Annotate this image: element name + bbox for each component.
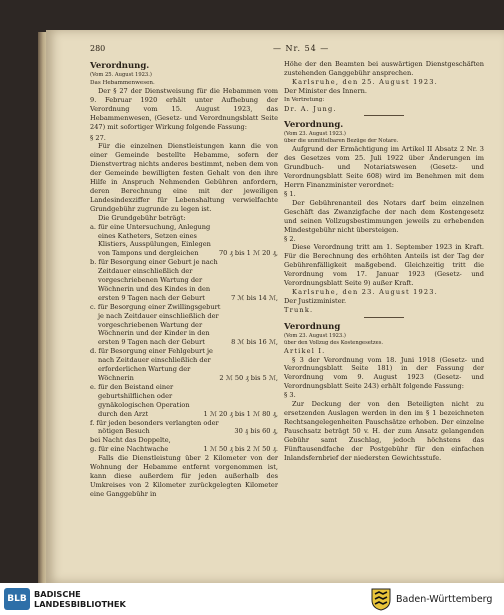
fee-item (90, 347, 278, 383)
fee-value: 1 ℳ 20 ₰ bis 1 ℳ 80 ₰, (203, 409, 278, 418)
ordinance-date: (Vom 23. August 1923.) (284, 131, 346, 138)
fee-text: c. für Besorgung einer Zwillingsgeburt je nach Zeitdauer einschließlich der vorgeschriebenen Wartung der Wöchnerin und der Kinder in den ersten 9 Tagen nach der Geburt (90, 302, 221, 347)
signatory-representation: In Vertretung: (284, 96, 325, 103)
fee-text: e. für den Beistand einer geburtshilflichen oder gynäkologischen Operation durch den Arzt (90, 382, 190, 418)
section-heading: § 2. (284, 234, 296, 243)
right-column (284, 60, 484, 462)
section-heading: § 3. (284, 391, 296, 400)
signature-date: Karlsruhe, den 23. August 1923. (292, 287, 438, 296)
fee-text: bei Nacht das Doppelte, (90, 436, 171, 445)
fee-text: d. für Besorgung einer Fehlgeburt je nach Zeitdauer einschließlich der erforderlichen Wartung der Wöchnerin (90, 347, 213, 382)
fee-value: 7 ℳ bis 14 ℳ, (231, 293, 278, 302)
article-heading: Artikel I. (284, 346, 326, 355)
fee-value: 30 ₰ bis 60 ₰, (234, 427, 278, 436)
library-name (34, 589, 126, 609)
ordinance-intro: Aufgrund der Ermächtigung im Artikel II Absatz 2 Nr. 3 des Gesetzes vom 25. Juli 1922 über Änderungen im Grundbuch- und Notariatswesen (Gesetz- und Verordnungsblatt Seite 608) wird im Benehmen mit dem Herrn Finanzminister verordnet: (284, 145, 484, 190)
ordinance-title: Verordnung. (284, 120, 344, 131)
section-heading: § 27. (90, 133, 106, 142)
fee-item (90, 223, 278, 259)
fee-text: f. für jeden besonders verlangten oder nötigen Besuch (90, 418, 219, 436)
left-column (90, 60, 278, 499)
library-name-line1: BADISCHE (34, 589, 81, 599)
paragraph: Höhe der den Beamten bei auswärtigen Dienstgeschäften zustehenden Ganggebühr ansprechen. (284, 60, 484, 77)
fee-list (90, 223, 278, 455)
fee-text: g. für eine Nachtwache (90, 445, 169, 454)
paragraph: Zur Deckung der von den Beteiligten nicht zu ersetzenden Auslagen werden in den im § 1 bezeichneten Rechtsangelegenheiten Pauschsätze erhoben. Der einzelne Pauschsatz beträgt 50 v. H. der zum Ansatz gelangenden Gebühr samt Zuschlag, jedoch höchstens das Fünftausendfache der Postgebühr für den einfachen Inlandsfernbrief der niedersten Gewichtsstufe. (284, 400, 484, 462)
section-heading: § 1. (284, 189, 296, 198)
library-name-line2: LANDESBIBLIOTHEK (34, 599, 126, 609)
signature-date: Karlsruhe, den 25. August 1923. (292, 77, 438, 86)
ordinance-subject: über den Vollzug des Kostengesetzes. (284, 339, 384, 346)
fee-text: a. für eine Untersuchung, Anlegung eines Katheters, Setzen eines Klistiers, Ausspülungen, Einlegen von Tampons und dergleichen (90, 222, 211, 258)
signatory-office: Der Justizminister. (284, 296, 347, 305)
ordinance-subject: über die unmittelbaren Bezüge der Notare. (284, 138, 399, 145)
ordinance-intro: Der § 27 der Dienstweisung für die Hebammen vom 9. Februar 1920 erhält unter Aufhebung der Verordnung vom 15. August 1923, das Hebammenwesen, (Gesetz- und Verordnungsblatt Seite 247) mit sofortiger Wirkung folgende Fassung: (90, 87, 278, 131)
fee-item (90, 383, 278, 419)
fee-text: b. für Besorgung einer Geburt je nach Zeitdauer einschließlich der vorgeschriebenen Wartung der Wöchnerin und des Kindes in den ersten 9 Tagen nach der Geburt (90, 258, 218, 302)
issue-number: — Nr. 54 — (273, 44, 330, 53)
paragraph: § 3 der Verordnung vom 18. Juni 1918 (Gesetz- und Verordnungsblatt Seite 181) in der Fassung der Verordnung vom 9. August 1923 (Gesetz- und Verordnungsblatt Seite 243) erhält folgende Fassung: (284, 355, 484, 391)
state-emblem-icon (370, 587, 392, 611)
signatory-office: Der Minister des Innern. (284, 86, 367, 95)
fee-value: 8 ℳ bis 16 ℳ, (231, 338, 278, 347)
fee-value: 70 ₰ bis 1 ℳ 20 ₰, (218, 249, 278, 258)
page-number: 280 (90, 44, 106, 53)
divider (364, 317, 404, 318)
ordinance-title: Verordnung (284, 321, 341, 332)
paragraph: Diese Verordnung tritt am 1. September 1923 in Kraft. Für die Berechnung des erhöhten Anteils ist der Tag der Gebührenfälligkeit maßgebend. Gleichzeitig tritt die Verordnung vom 17. Januar 1923 (Gesetz- und Verordnungsblatt Seite 9) außer Kraft. (284, 243, 484, 288)
fee-value: 2 ℳ 50 ₰ bis 5 ℳ, (219, 374, 278, 382)
paragraph: Falls die Dienstleistung über 2 Kilometer von der Wohnung der Hebamme entfernt vorgenommen ist, kann diese außerdem für jeden außerhalb des Umkreises von 2 Kilometer zurückgelegten Kilometer eine Ganggebühr in (90, 454, 278, 498)
fee-item (90, 419, 278, 437)
page-header (90, 44, 490, 58)
ordinance-subject: Das Hebammenwesen. (90, 80, 155, 86)
state-name: Baden-Württemberg (396, 594, 493, 605)
signatory-name: Trunk. (284, 305, 314, 314)
paragraph: Der Gebührenanteil des Notars darf beim einzelnen Geschäft das Zwanzigfache der nach dem Kostengesetz und seinen Vollzugsbestimmungen jeweils zu erhebenden Mindestgebühr nicht übersteigen. (284, 198, 484, 234)
divider (364, 115, 404, 116)
fee-value: 1 ℳ 50 ₰ bis 2 ℳ 50 ₰. (203, 445, 278, 454)
fee-item (90, 445, 278, 454)
blb-logo[interactable]: BLB (4, 588, 30, 610)
paragraph: Für die einzelnen Dienstleistungen kann die von einer Gemeinde bestellte Hebamme, sofern der Dienstvertrag nichts anderes bestimmt, neben dem von der Gemeinde bewilligten festen Gehalt von den ihre Hilfe in Anspruch Nehmenden Gebühren anfordern, deren Berechnung eine mit der jeweiligen Landesindexziffer für Lebenshaltung verwielfachte Grundgebühr zugrunde zu legen ist. (90, 142, 278, 213)
ordinance-date: (Vom 25. August 1923.) (90, 72, 152, 78)
fee-item (90, 303, 278, 348)
ordinance-title: Verordnung. (90, 61, 150, 71)
fee-item (90, 436, 278, 445)
signatory-name: Dr. A. Jung. (284, 104, 337, 113)
fee-item (90, 258, 278, 303)
paragraph: Die Grundgebühr beträgt: (98, 213, 186, 222)
ordinance-date: (Vom 23. August 1923.) (284, 332, 346, 339)
